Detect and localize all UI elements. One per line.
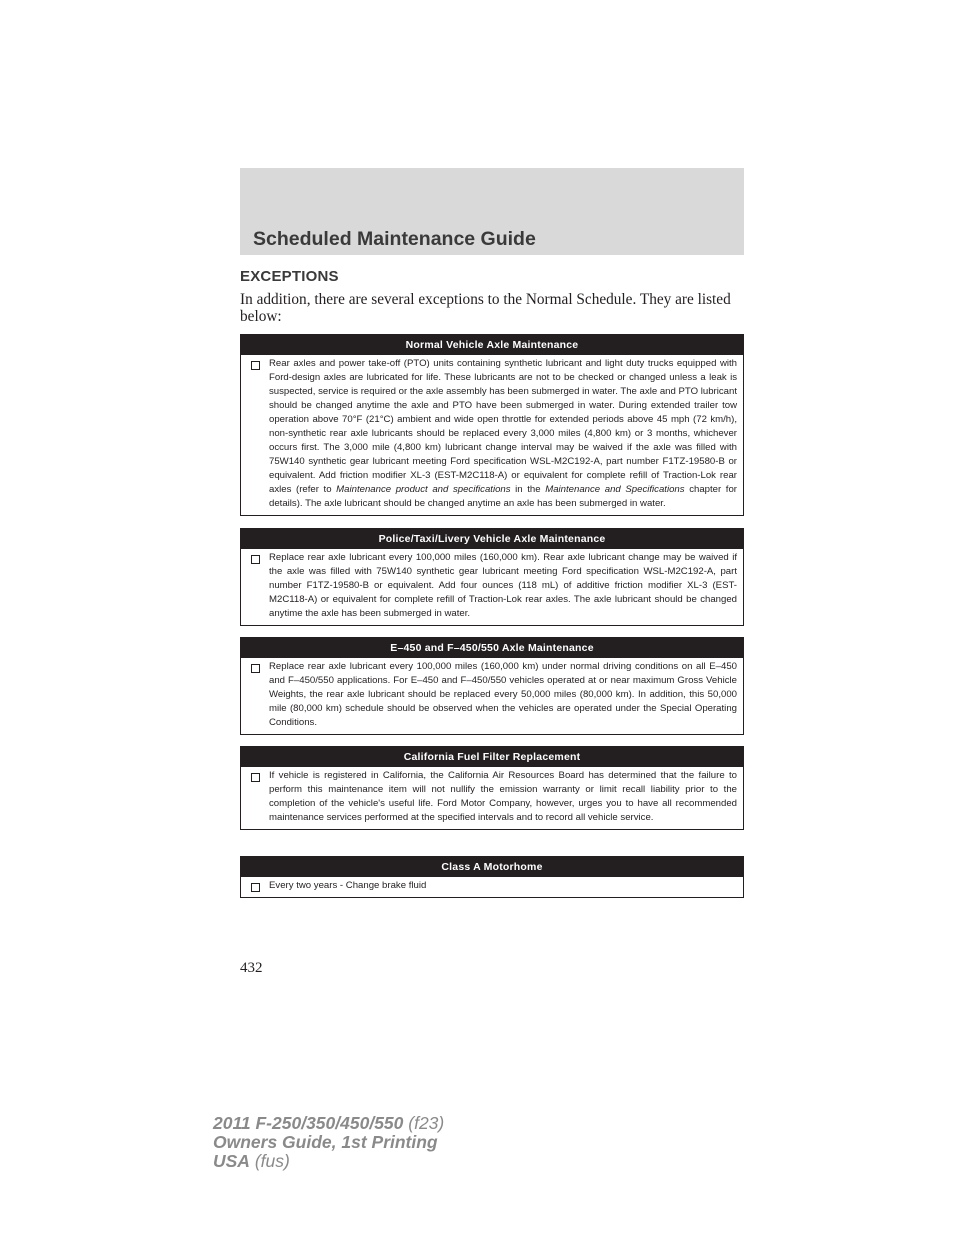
table-text: If vehicle is registered in California, the California Air Resources Board has determined that the failure to perform this maintenance item will not nullify the emission warranty or limit recall liability prior to the completion of the vehicle's useful life. Ford Motor Company, however, urges you to have all recommended maintenance services performed at the specified intervals and to record all vehicle service. xyxy=(269,770,737,823)
page-number: 432 xyxy=(240,960,263,976)
table-row xyxy=(241,877,743,897)
table-title: E–450 and F–450/550 Axle Maintenance xyxy=(241,638,743,658)
footer-line-2: Owners Guide, 1st Printing xyxy=(213,1132,438,1152)
intro-paragraph: In addition, there are several exceptions to the Normal Schedule. They are listed below: xyxy=(240,291,731,325)
section-heading: EXCEPTIONS xyxy=(240,268,339,285)
table-text: Every two years - Change brake fluid xyxy=(269,880,427,891)
maintenance-table-e450-f450 xyxy=(240,637,744,735)
table-text: Rear axles and power take-off (PTO) units containing synthetic lubricant and light duty trucks equipped with Ford-design axles are lubricated for life. These lubricants are not to be checked or changed unless a leak is suspected, service is required or the axle assembly has been submerged in water. The axle and PTO lubricant should be changed anytime the axle and PTO have been submerged in water. During extended trailer tow operation above 70°F (21°C) ambient and wide open throttle for extended periods above 45 mph (72 km/h), non-synthetic rear axle lubricants should be replaced every 3,000 miles (4,800 km) or 3 months, whichever occurs first. The 3,000 mile (4,800 km) lubricant change interval may be waived if the axle was filled with 75W140 synthetic gear lubricant meeting Ford specification WSL-M2C192-A, part number F1TZ-19580-B or equivalent. Add friction modifier XL-3 (EST-M2C118-A) or equivalent for complete refill of Traction-Lok rear axles (refer to Maintenance product and specifications in the Maintenance and Specifications chapter for details). The axle lubricant should be changed anytime an axle has been submerged in water. xyxy=(269,358,738,509)
checkbox-icon xyxy=(251,773,260,782)
footer-line-1: 2011 F-250/350/450/550 (f23) xyxy=(213,1113,445,1133)
maintenance-table-class-a-motorhome xyxy=(240,856,744,898)
page-title: Scheduled Maintenance Guide xyxy=(253,228,536,250)
table-text: Replace rear axle lubricant every 100,000 miles (160,000 km) under normal driving conditions on all E–450 and F–450/550 applications. For E–450 and F–450/550 vehicles operated at or near maximum Gross Vehicle Weights, the rear axle lubricant should be replaced every 50,000 miles (80,000 km). In addition, this 50,000 mile (80,000 km) schedule should be observed when the vehicles are operated under the Special Operating Conditions. xyxy=(269,661,737,728)
maintenance-table-california-fuel xyxy=(240,746,744,830)
checkbox-icon xyxy=(251,555,260,564)
maintenance-table-normal-axle xyxy=(240,334,744,516)
table-title: Class A Motorhome xyxy=(241,857,743,877)
table-title: Police/Taxi/Livery Vehicle Axle Maintenance xyxy=(241,529,743,549)
table-row xyxy=(241,658,743,734)
checkbox-icon xyxy=(251,361,260,370)
table-row xyxy=(241,767,743,829)
table-title: California Fuel Filter Replacement xyxy=(241,747,743,767)
table-title: Normal Vehicle Axle Maintenance xyxy=(241,335,743,355)
checkbox-icon xyxy=(251,883,260,892)
table-text: Replace rear axle lubricant every 100,000 miles (160,000 km). Rear axle lubricant change may be waived if the axle was filled with 75W140 synthetic gear lubricant meeting Ford specification WSL-M2C192-A, part number F1TZ-19580-B or equivalent. Add four ounces (118 mL) of additive friction modifier XL-3 (EST-M2C118-A) or equivalent for complete refill of Traction-Lok rear axles. The axle lubricant should be changed anytime the axle has been submerged in water. xyxy=(269,552,737,619)
table-row xyxy=(241,549,743,625)
checkbox-icon xyxy=(251,664,260,673)
reference-italic: Maintenance product and specifications xyxy=(336,484,511,495)
table-row xyxy=(241,355,743,515)
footer-imprint xyxy=(213,1114,444,1171)
maintenance-table-police-taxi xyxy=(240,528,744,626)
footer-line-3: USA (fus) xyxy=(213,1151,290,1171)
reference-italic: Maintenance and Specifications xyxy=(545,484,685,495)
